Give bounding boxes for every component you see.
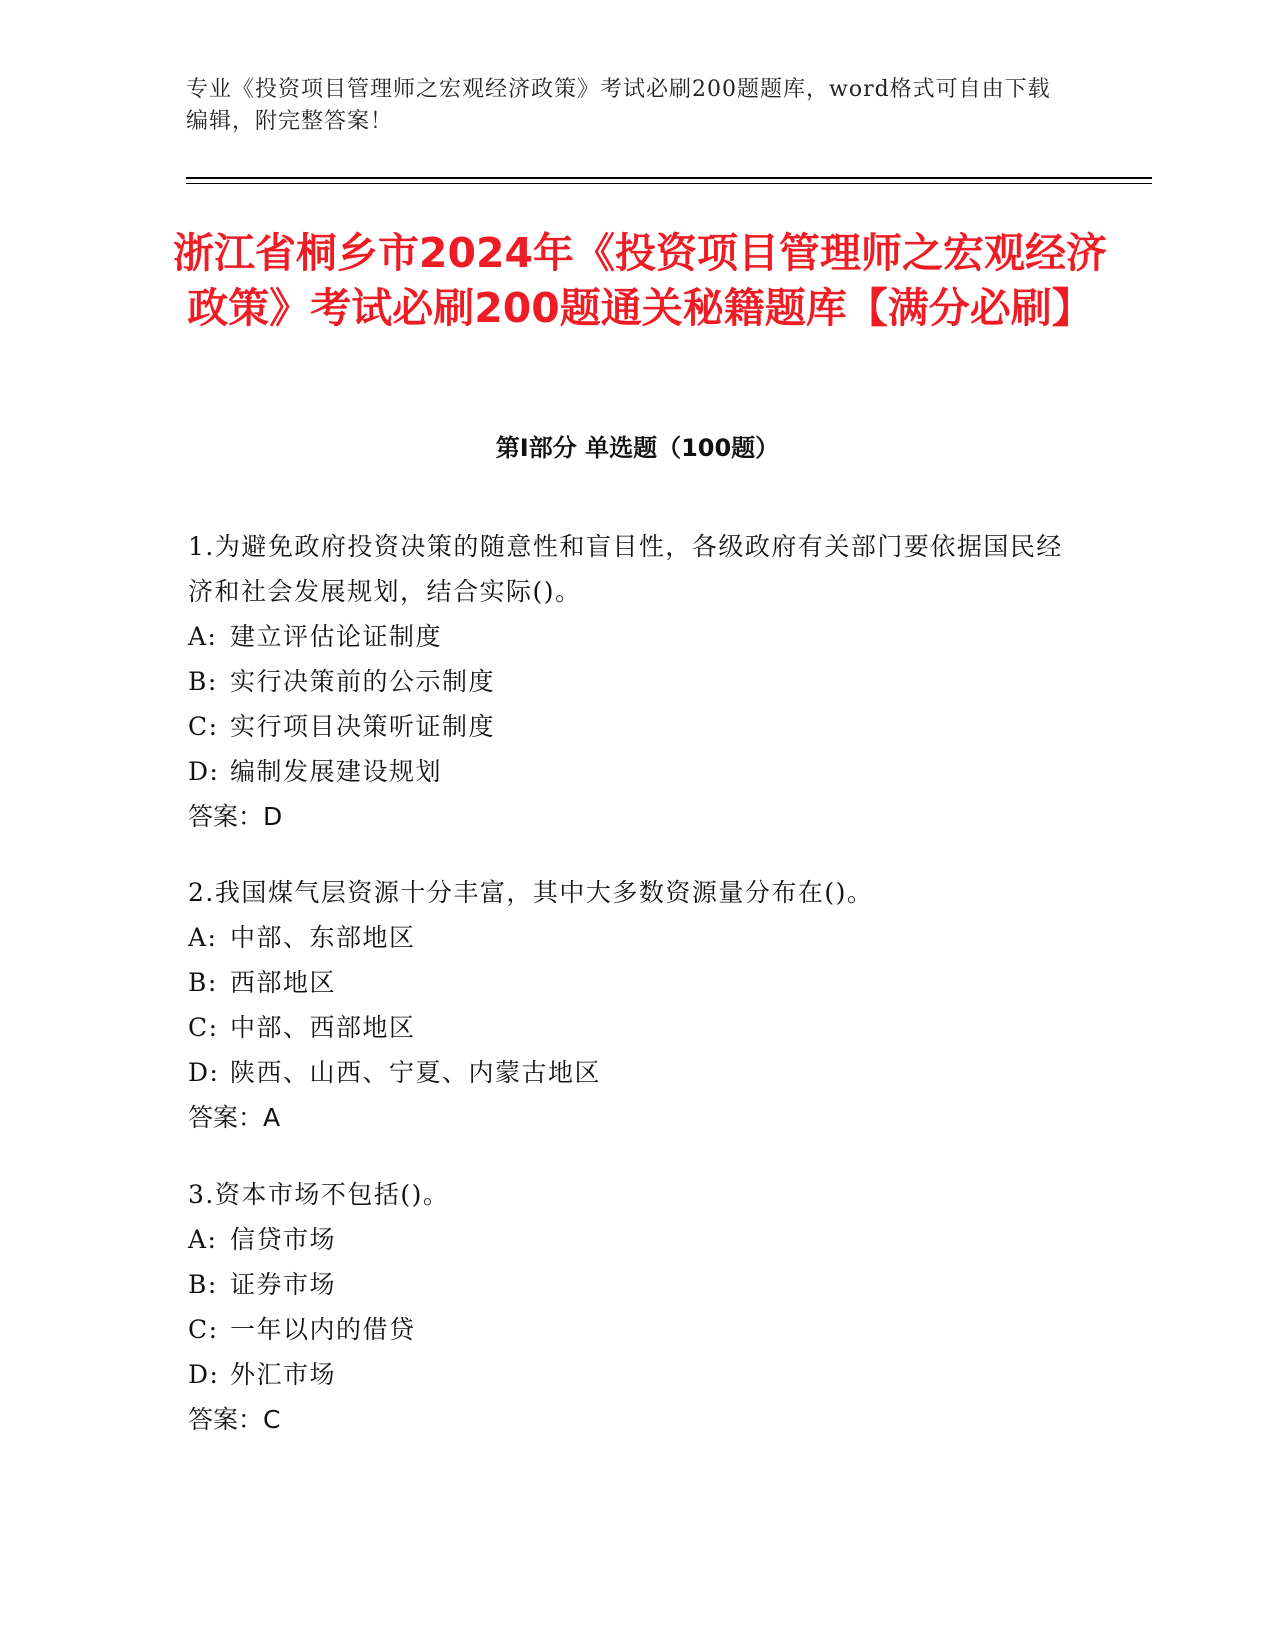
option-text: 实行项目决策听证制度 <box>230 712 496 741</box>
answer: 答案：A <box>188 1103 281 1132</box>
option-key: B: <box>188 968 218 997</box>
option-text: 中部、西部地区 <box>230 1013 416 1042</box>
option-c <box>188 1005 1068 1050</box>
document-title: 浙江省桐乡市2024年《投资项目管理师之宏观经济政策》考试必刷200题通关秘籍题库【满分必刷】 <box>172 229 1108 332</box>
option-a <box>188 1217 1068 1262</box>
option-d <box>188 1352 1068 1397</box>
option-text: 外汇市场 <box>230 1360 337 1389</box>
option-key: C: <box>188 712 219 741</box>
option-d <box>188 1050 1068 1095</box>
option-text: 编制发展建设规划 <box>230 757 443 786</box>
question-2 <box>188 870 1068 1140</box>
option-key: D: <box>188 1058 220 1087</box>
answer: 答案：C <box>188 1405 281 1434</box>
answer: 答案：D <box>188 802 283 831</box>
question-stem: 3.资本市场不包括()。 <box>188 1180 450 1209</box>
option-key: C: <box>188 1315 219 1344</box>
header-note: 专业《投资项目管理师之宏观经济政策》考试必刷200题题库，word格式可自由下载编辑，附完整答案！ <box>186 77 1051 134</box>
question-stem: 1.为避免政府投资决策的随意性和盲目性，各级政府有关部门要依据国民经济和社会发展规划，结合实际()。 <box>188 532 1063 606</box>
option-text: 实行决策前的公示制度 <box>230 667 496 696</box>
option-text: 建立评估论证制度 <box>230 622 443 651</box>
question-1 <box>188 524 1068 839</box>
option-key: B: <box>188 1270 218 1299</box>
header-divider-thin <box>186 183 1152 184</box>
question-stem: 2.我国煤气层资源十分丰富，其中大多数资源量分布在()。 <box>188 878 874 907</box>
option-text: 信贷市场 <box>230 1225 337 1254</box>
option-key: A: <box>188 622 218 651</box>
option-d <box>188 749 1068 794</box>
option-c <box>188 704 1068 749</box>
option-key: C: <box>188 1013 219 1042</box>
option-key: D: <box>188 1360 220 1389</box>
option-b <box>188 1262 1068 1307</box>
option-key: B: <box>188 667 218 696</box>
header-divider-thick <box>186 177 1152 179</box>
option-text: 证券市场 <box>230 1270 337 1299</box>
option-text: 陕西、山西、宁夏、内蒙古地区 <box>230 1058 602 1087</box>
option-key: A: <box>188 1225 218 1254</box>
option-b <box>188 960 1068 1005</box>
option-a <box>188 614 1068 659</box>
option-key: D: <box>188 757 220 786</box>
section-title: 第I部分 单选题（100题） <box>495 434 780 462</box>
option-text: 一年以内的借贷 <box>230 1315 416 1344</box>
question-3 <box>188 1172 1068 1442</box>
option-text: 中部、东部地区 <box>230 923 416 952</box>
option-a <box>188 915 1068 960</box>
option-c <box>188 1307 1068 1352</box>
option-text: 西部地区 <box>230 968 337 997</box>
option-key: A: <box>188 923 218 952</box>
option-b <box>188 659 1068 704</box>
